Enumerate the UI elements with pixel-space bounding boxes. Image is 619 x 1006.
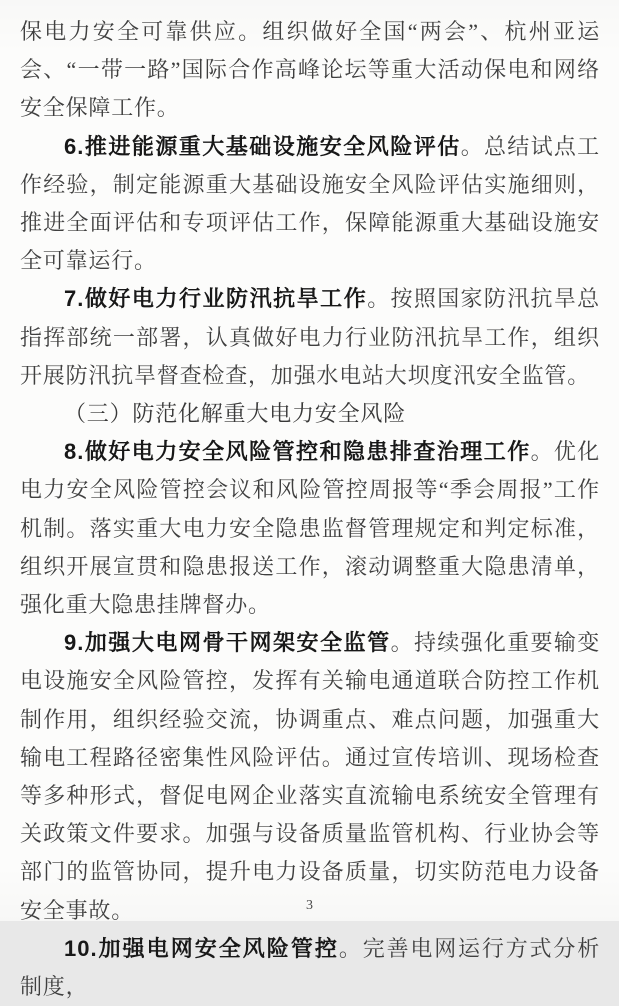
item-7-heading: 7.做好电力行业防汛抗旱工作 <box>64 286 368 312</box>
paragraph-text: 保电力安全可靠供应。组织做好全国“两会”、杭州亚运会、“一带一路”国际合作高峰论坛等重大活动保电和网络安全保障工作。 <box>20 19 600 121</box>
item-10-body: 。完善电网运行方式分析制度， <box>20 935 600 1000</box>
item-10-heading: 10.加强电网安全风险管控 <box>64 935 339 961</box>
item-8-heading: 8.做好电力安全风险管控和隐患排查治理工作 <box>64 439 531 465</box>
paragraph-item-10 <box>20 930 600 1006</box>
item-6-heading: 6.推进能源重大基础设施安全风险评估 <box>64 133 461 159</box>
paragraph-item-9 <box>20 624 600 930</box>
section-heading-text: （三）防范化解重大电力安全风险 <box>64 401 407 427</box>
paragraph-continuation <box>20 13 600 128</box>
paragraph-item-6 <box>20 128 600 281</box>
item-9-heading: 9.加强大电网骨干网架安全监管 <box>64 630 391 656</box>
item-8-body: 。优化电力安全风险管控会议和风险管控周报等“季会周报”工作机制。落实重大电力安全隐患监督管理规定和判定标准，组织开展宣贯和隐患报送工作，滚动调整重大隐患清单，强化重大隐患挂牌督办。 <box>20 439 600 618</box>
page-footer <box>0 896 619 915</box>
page-number: 3 <box>306 898 313 913</box>
item-9-body: 。持续强化重要输变电设施安全风险管控，发挥有关输电通道联合防控工作机制作用，组织经验交流，协调重点、难点问题，加强重大输电工程路径密集性风险评估。通过宣传培训、现场检查等多种形式，督促电网企业落实直流输电系统安全管理有关政策文件要求。加强与设备质量监管机构、行业协会等部门的监管协同，提升电力设备质量，切实防范电力设备安全事故。 <box>20 630 601 923</box>
paragraph-item-7 <box>20 280 600 395</box>
item-7-body: 。按照国家防汛抗旱总指挥部统一部署，认真做好电力行业防汛抗旱工作，组织开展防汛抗旱督查检查，加强水电站大坝度汛安全监管。 <box>20 286 600 388</box>
paragraph-item-8 <box>20 433 600 624</box>
item-6-body: 。总结试点工作经验，制定能源重大基础设施安全风险评估实施细则，推进全面评估和专项评估工作，保障能源重大基础设施安全可靠运行。 <box>20 133 600 274</box>
section-heading-3 <box>20 395 600 433</box>
